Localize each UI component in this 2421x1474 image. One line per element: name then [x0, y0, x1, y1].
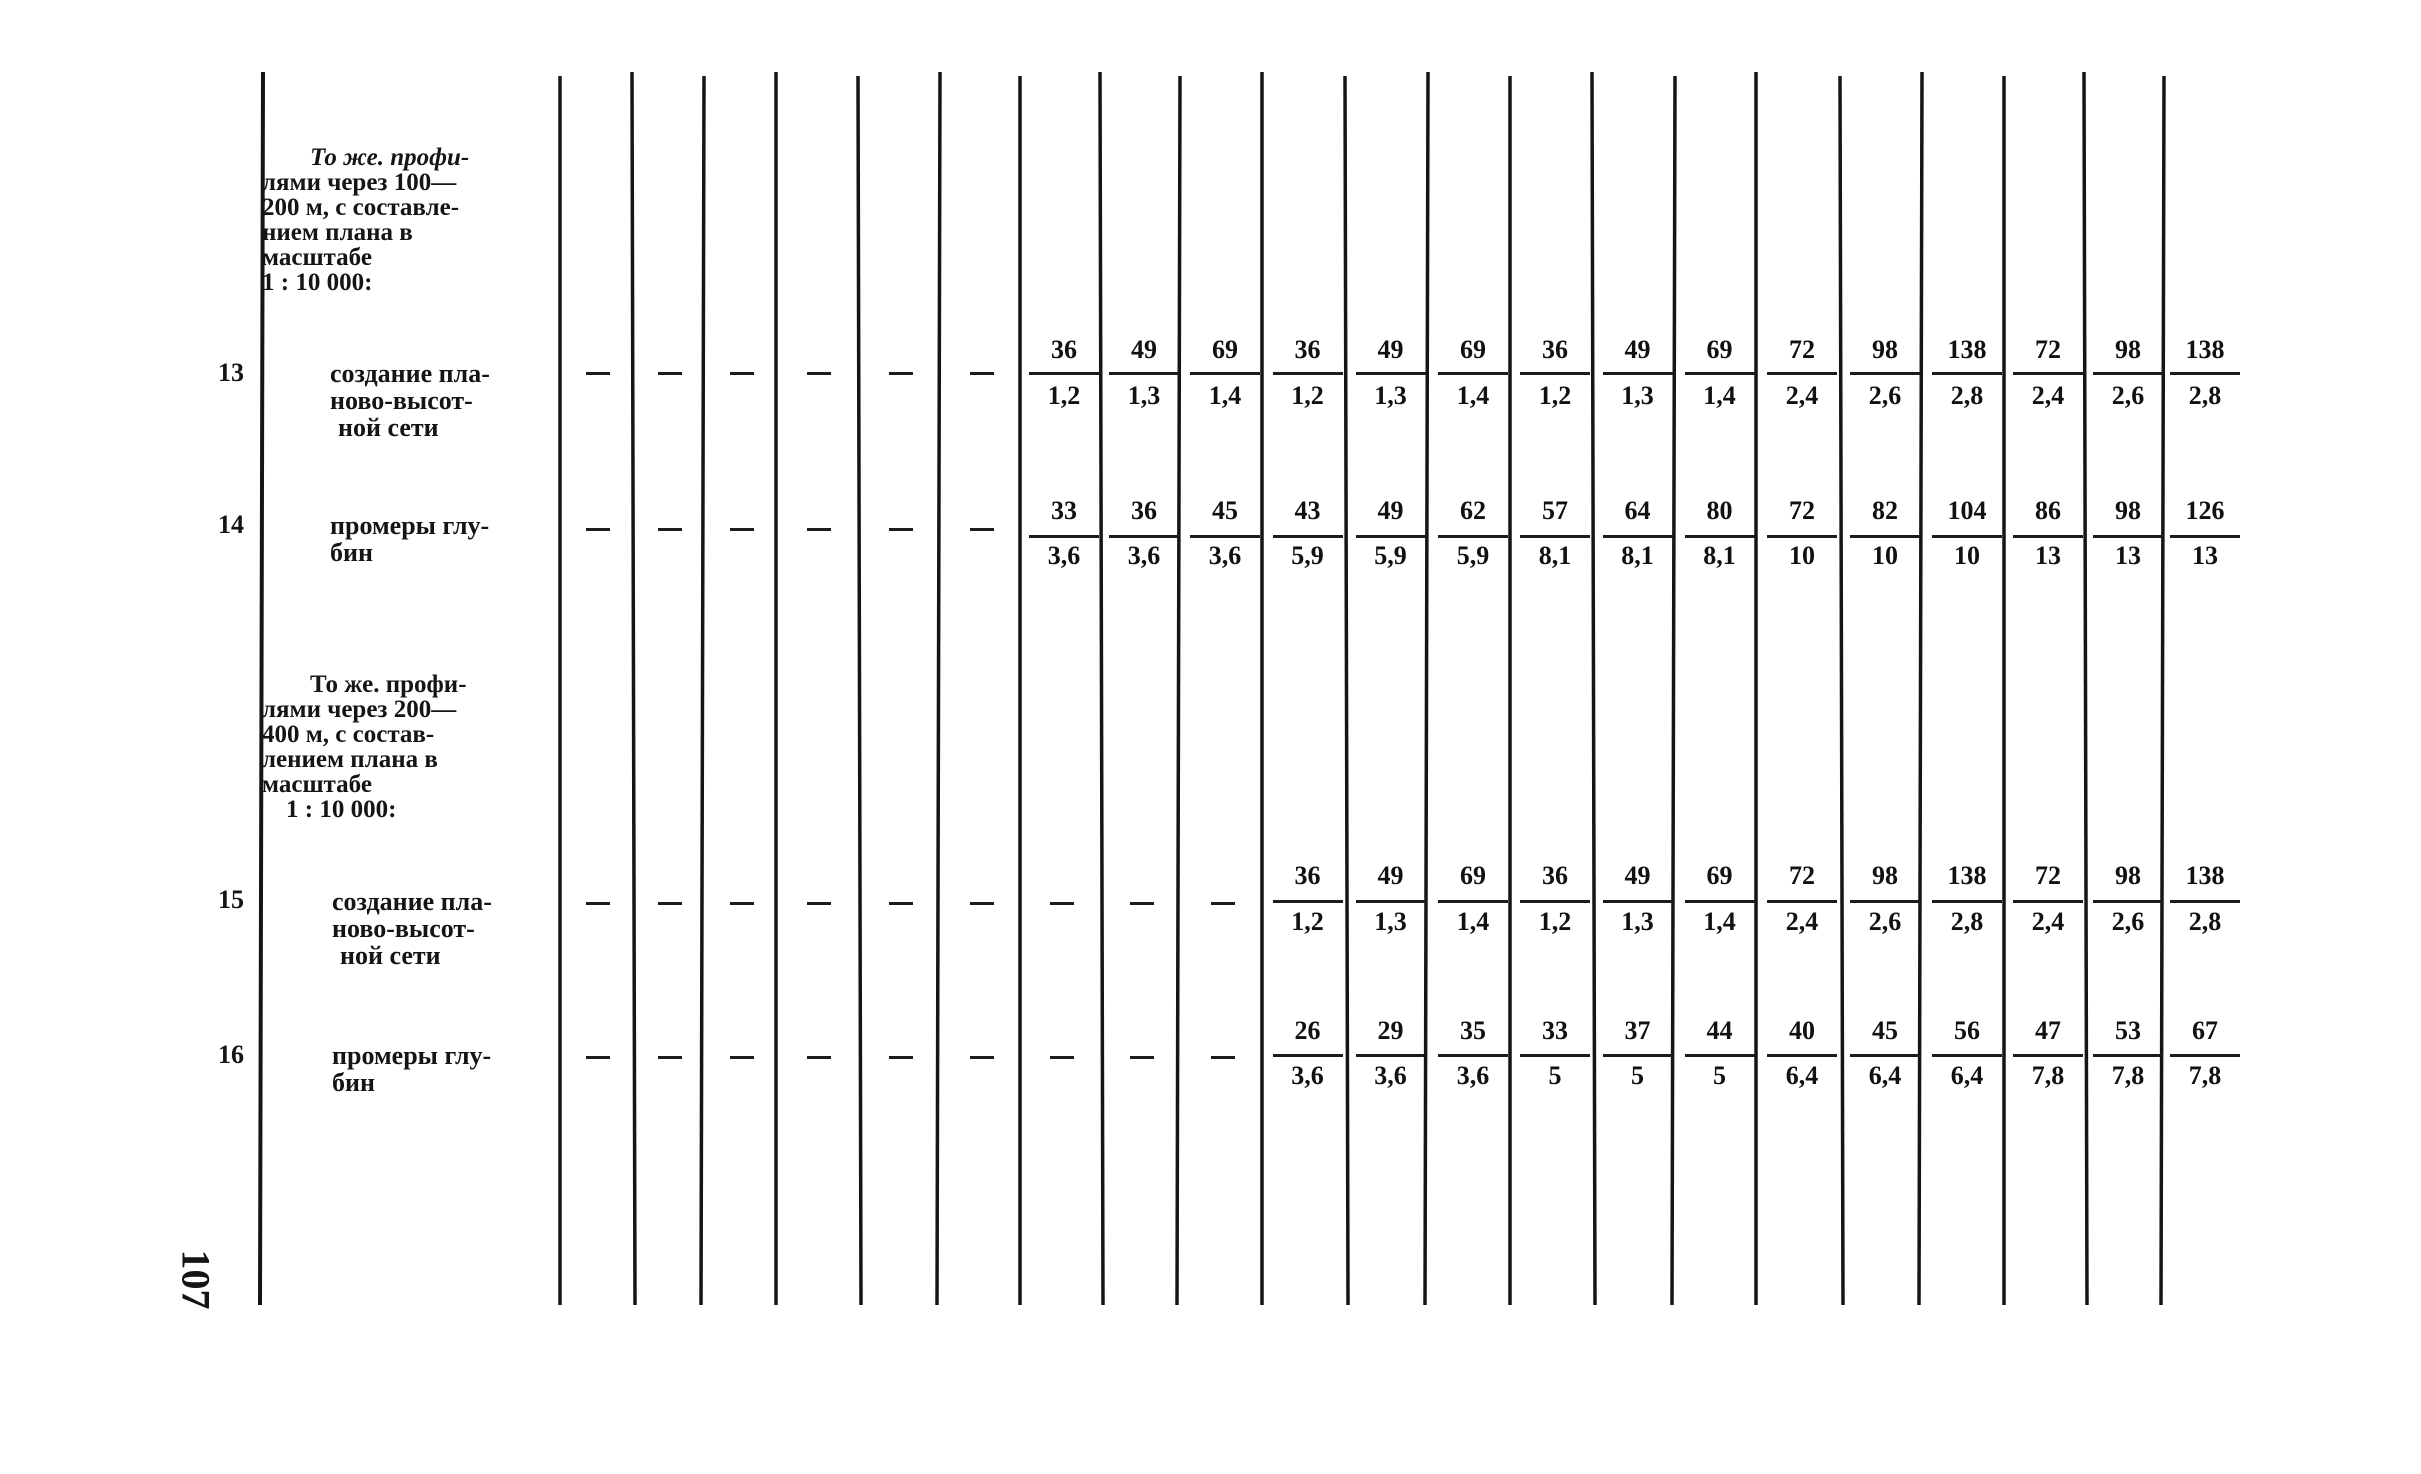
cell-denominator: 2,4 — [1785, 381, 1819, 410]
cell-dash — [807, 528, 831, 531]
cell-dash — [807, 902, 831, 905]
row-number: 15 — [218, 885, 244, 914]
section-title-line: лями через 100— — [262, 169, 457, 196]
cell-numerator: 72 — [2035, 335, 2061, 364]
cell-denominator: 7,8 — [2111, 1061, 2145, 1090]
row-label-line: ной сети — [338, 413, 439, 442]
cell-denominator: 8,1 — [1703, 541, 1736, 570]
fraction-bar — [1109, 535, 1179, 538]
cell-dash — [1130, 1056, 1154, 1059]
fraction-bar — [1438, 372, 1508, 375]
cell-numerator: 29 — [1377, 1016, 1404, 1045]
fraction-bar — [1520, 372, 1590, 375]
cell-denominator: 3,6 — [1291, 1061, 1324, 1090]
fraction-bar — [1932, 900, 2002, 903]
cell-denominator: 5,9 — [1291, 541, 1324, 570]
cell-denominator: 2,8 — [1950, 381, 1984, 410]
row-label-line: создание пла- — [332, 887, 492, 916]
cell-denominator: 5,9 — [1374, 541, 1407, 570]
fraction-bar — [1190, 372, 1260, 375]
fraction-bar — [1932, 372, 2002, 375]
cell-numerator: 72 — [1789, 335, 1815, 364]
cell-dash — [970, 372, 994, 375]
cell-denominator: 1,3 — [1374, 381, 1407, 410]
cell-numerator: 138 — [1947, 861, 1987, 890]
row-label-line: бин — [330, 538, 373, 567]
cell-denominator: 1,3 — [1621, 381, 1654, 410]
row-label — [332, 888, 582, 969]
fraction-bar — [2013, 1054, 2083, 1057]
cell-numerator: 57 — [1542, 496, 1568, 525]
cell-denominator: 1,4 — [1208, 381, 1242, 410]
cell-dash — [970, 1056, 994, 1059]
cell-numerator: 49 — [1131, 335, 1157, 364]
cell-dash — [730, 902, 754, 905]
cell-denominator: 2,8 — [1950, 907, 1984, 936]
cell-numerator: 33 — [1542, 1016, 1568, 1045]
cell-numerator: 53 — [2115, 1016, 2141, 1045]
section-title-line: лением плана в — [262, 746, 438, 773]
cell-denominator: 3,6 — [1374, 1061, 1407, 1090]
cell-numerator: 26 — [1294, 1016, 1321, 1045]
cell-numerator: 49 — [1624, 861, 1651, 890]
cell-denominator: 13 — [2115, 541, 2141, 570]
cell-dash — [1130, 902, 1154, 905]
cell-denominator: 1,2 — [1047, 381, 1081, 410]
cell-denominator: 2,6 — [1868, 381, 1902, 410]
cell-dash — [586, 528, 610, 531]
column-rule — [1100, 72, 1103, 1305]
cell-dash — [807, 372, 831, 375]
fraction-bar — [1767, 1054, 1837, 1057]
cell-numerator: 36 — [1294, 861, 1321, 890]
row-label-line: ново-высот- — [332, 914, 475, 943]
fraction-bar — [1356, 900, 1426, 903]
fraction-bar — [1438, 1054, 1508, 1057]
cell-denominator: 6,4 — [1868, 1061, 1902, 1090]
cell-denominator: 1,2 — [1291, 907, 1324, 936]
section-title-2 — [262, 672, 552, 822]
fraction-bar — [1767, 900, 1837, 903]
cell-numerator: 62 — [1460, 496, 1486, 525]
cell-dash — [730, 372, 754, 375]
cell-denominator: 1,3 — [1127, 381, 1161, 410]
cell-numerator: 36 — [1294, 335, 1321, 364]
fraction-bar — [1932, 1054, 2002, 1057]
cell-dash — [889, 528, 913, 531]
cell-numerator: 33 — [1051, 496, 1077, 525]
cell-numerator: 69 — [1706, 861, 1733, 890]
fraction-bar — [1850, 535, 1920, 538]
cell-denominator: 13 — [2035, 541, 2061, 570]
cell-denominator: 1,4 — [1456, 381, 1490, 410]
cell-numerator: 36 — [1131, 496, 1157, 525]
cell-numerator: 98 — [2115, 496, 2141, 525]
row-number: 13 — [218, 358, 244, 387]
cell-numerator: 104 — [1947, 496, 1987, 525]
fraction-bar — [1520, 1054, 1590, 1057]
section-title-line: 200 м, с составле- — [262, 194, 460, 221]
column-rule — [2084, 72, 2087, 1305]
cell-numerator: 69 — [1460, 861, 1486, 890]
fraction-bar — [2170, 1054, 2240, 1057]
cell-numerator: 98 — [2115, 335, 2141, 364]
cell-denominator: 5 — [1713, 1061, 1726, 1090]
row-label-line: создание пла- — [330, 359, 490, 388]
cell-numerator: 138 — [2185, 861, 2225, 890]
column-rule — [2161, 76, 2164, 1305]
cell-numerator: 69 — [1460, 335, 1486, 364]
cell-denominator: 2,6 — [2111, 381, 2145, 410]
fraction-bar — [1685, 372, 1755, 375]
column-rule — [1592, 72, 1595, 1305]
cell-denominator: 3,6 — [1047, 541, 1081, 570]
cell-dash — [658, 1056, 682, 1059]
fraction-bar — [2093, 1054, 2163, 1057]
cell-numerator: 36 — [1542, 861, 1568, 890]
cell-dash — [586, 372, 610, 375]
fraction-bar — [1520, 535, 1590, 538]
cell-numerator: 98 — [1872, 335, 1898, 364]
column-rule — [1425, 72, 1428, 1305]
column-rule — [632, 72, 635, 1305]
column-rule — [1672, 76, 1675, 1305]
section-title-line: 1 : 10 000: — [262, 269, 373, 296]
cell-numerator: 43 — [1294, 496, 1321, 525]
section-title-line: То же. профи- — [310, 144, 470, 171]
cell-numerator: 138 — [1947, 335, 1987, 364]
cell-denominator: 6,4 — [1950, 1061, 1984, 1090]
cell-denominator: 2,8 — [2188, 907, 2222, 936]
cell-denominator: 7,8 — [2188, 1061, 2222, 1090]
cell-denominator: 1,4 — [1703, 907, 1736, 936]
fraction-bar — [2013, 372, 2083, 375]
cell-denominator: 2,8 — [2188, 381, 2222, 410]
fraction-bar — [1438, 900, 1508, 903]
cell-numerator: 47 — [2035, 1016, 2061, 1045]
cell-numerator: 80 — [1706, 496, 1733, 525]
fraction-bar — [2170, 900, 2240, 903]
cell-denominator: 1,4 — [1456, 907, 1490, 936]
column-rule — [858, 76, 861, 1305]
cell-denominator: 6,4 — [1785, 1061, 1819, 1090]
fraction-bar — [1685, 900, 1755, 903]
fraction-bar — [1109, 372, 1179, 375]
fraction-bar — [2013, 535, 2083, 538]
fraction-bar — [1603, 372, 1673, 375]
cell-numerator: 98 — [2115, 861, 2141, 890]
fraction-bar — [2093, 535, 2163, 538]
fraction-bar — [1685, 1054, 1755, 1057]
row-label — [330, 360, 580, 441]
cell-dash — [586, 902, 610, 905]
fraction-bar — [1603, 1054, 1673, 1057]
fraction-bar — [1767, 372, 1837, 375]
cell-denominator: 3,6 — [1456, 1061, 1490, 1090]
row-label-line: бин — [332, 1068, 375, 1097]
cell-numerator: 69 — [1212, 335, 1238, 364]
cell-dash — [889, 902, 913, 905]
row-label-line: ново-высот- — [330, 386, 473, 415]
fraction-bar — [2170, 535, 2240, 538]
cell-dash — [1050, 902, 1074, 905]
fraction-bar — [1273, 372, 1343, 375]
cell-denominator: 2,6 — [2111, 907, 2145, 936]
cell-dash — [970, 528, 994, 531]
cell-numerator: 49 — [1624, 335, 1651, 364]
cell-numerator: 138 — [2185, 335, 2225, 364]
cell-dash — [889, 372, 913, 375]
cell-denominator: 2,4 — [2031, 907, 2065, 936]
fraction-bar — [1356, 1054, 1426, 1057]
cell-numerator: 69 — [1706, 335, 1733, 364]
column-rule — [937, 72, 940, 1305]
cell-numerator: 126 — [2185, 496, 2225, 525]
cell-denominator: 8,1 — [1621, 541, 1654, 570]
cell-numerator: 35 — [1460, 1016, 1486, 1045]
section-title-line: нием плана в — [262, 219, 413, 246]
fraction-bar — [1520, 900, 1590, 903]
cell-numerator: 37 — [1624, 1016, 1651, 1045]
fraction-bar — [2093, 900, 2163, 903]
row-label — [330, 512, 580, 566]
cell-dash — [970, 902, 994, 905]
row-label — [332, 1042, 582, 1096]
fraction-bar — [1273, 900, 1343, 903]
cell-numerator: 36 — [1542, 335, 1568, 364]
cell-denominator: 5 — [1548, 1061, 1562, 1090]
cell-denominator: 1,2 — [1538, 381, 1572, 410]
fraction-bar — [1029, 372, 1099, 375]
section-title-line: То же. профи- — [310, 671, 467, 698]
row-label-line: промеры глу- — [332, 1041, 492, 1070]
fraction-bar — [1438, 535, 1508, 538]
cell-dash — [658, 528, 682, 531]
cell-denominator: 5 — [1631, 1061, 1644, 1090]
fraction-bar — [2170, 372, 2240, 375]
cell-denominator: 2,4 — [1785, 907, 1819, 936]
cell-dash — [807, 1056, 831, 1059]
cell-numerator: 49 — [1377, 496, 1404, 525]
cell-dash — [658, 902, 682, 905]
cell-denominator: 13 — [2192, 541, 2218, 570]
cell-numerator: 72 — [1789, 496, 1815, 525]
cell-denominator: 3,6 — [1127, 541, 1161, 570]
cell-numerator: 40 — [1789, 1016, 1815, 1045]
cell-numerator: 64 — [1624, 496, 1651, 525]
fraction-bar — [1190, 535, 1260, 538]
section-title-line: масштабе — [262, 244, 372, 271]
cell-numerator: 45 — [1212, 496, 1238, 525]
column-rule — [1345, 76, 1348, 1305]
fraction-bar — [1356, 372, 1426, 375]
section-title-line: 1 : 10 000: — [286, 796, 397, 823]
cell-denominator: 1,4 — [1703, 381, 1736, 410]
section-title-line: 400 м, с состав- — [262, 721, 435, 748]
fraction-bar — [1850, 1054, 1920, 1057]
row-label-line: ной сети — [340, 941, 441, 970]
fraction-bar — [2013, 900, 2083, 903]
cell-denominator: 5,9 — [1456, 541, 1490, 570]
row-number: 14 — [218, 510, 244, 539]
row-number: 16 — [218, 1040, 244, 1069]
cell-numerator: 82 — [1872, 496, 1898, 525]
cell-denominator: 10 — [1789, 541, 1815, 570]
cell-numerator: 49 — [1377, 335, 1404, 364]
cell-numerator: 44 — [1706, 1016, 1733, 1045]
fraction-bar — [1685, 535, 1755, 538]
cell-numerator: 72 — [1789, 861, 1815, 890]
section-title-line: масштабе — [262, 771, 372, 798]
fraction-bar — [1273, 535, 1343, 538]
section-title-line: лями через 200— — [262, 696, 457, 723]
fraction-bar — [1603, 535, 1673, 538]
cell-dash — [730, 1056, 754, 1059]
cell-dash — [889, 1056, 913, 1059]
cell-denominator: 2,4 — [2031, 381, 2065, 410]
fraction-bar — [1850, 900, 1920, 903]
cell-numerator: 36 — [1051, 335, 1077, 364]
cell-dash — [1050, 1056, 1074, 1059]
fraction-bar — [1029, 535, 1099, 538]
cell-numerator: 98 — [1872, 861, 1898, 890]
fraction-bar — [2093, 372, 2163, 375]
cell-denominator: 1,2 — [1538, 907, 1572, 936]
cell-dash — [658, 372, 682, 375]
cell-denominator: 1,3 — [1621, 907, 1654, 936]
fraction-bar — [1850, 372, 1920, 375]
cell-numerator: 56 — [1954, 1016, 1980, 1045]
cell-numerator: 86 — [2035, 496, 2061, 525]
column-rule — [1840, 76, 1843, 1305]
fraction-bar — [1603, 900, 1673, 903]
cell-numerator: 45 — [1872, 1016, 1898, 1045]
cell-numerator: 49 — [1377, 861, 1404, 890]
fraction-bar — [1932, 535, 2002, 538]
cell-denominator: 7,8 — [2031, 1061, 2065, 1090]
cell-denominator: 10 — [1954, 541, 1980, 570]
cell-denominator: 2,6 — [1868, 907, 1902, 936]
column-rule — [1177, 76, 1180, 1305]
column-rule — [701, 76, 704, 1305]
page-number: 107 — [173, 1249, 219, 1310]
cell-dash — [586, 1056, 610, 1059]
cell-numerator: 72 — [2035, 861, 2061, 890]
cell-numerator: 67 — [2192, 1016, 2218, 1045]
cell-denominator: 3,6 — [1208, 541, 1242, 570]
cell-dash — [730, 528, 754, 531]
cell-denominator: 8,1 — [1538, 541, 1572, 570]
fraction-bar — [1273, 1054, 1343, 1057]
cell-denominator: 1,3 — [1374, 907, 1407, 936]
fraction-bar — [1767, 535, 1837, 538]
cell-denominator: 1,2 — [1291, 381, 1324, 410]
row-label-line: промеры глу- — [330, 511, 490, 540]
cell-dash — [1211, 902, 1235, 905]
fraction-bar — [1356, 535, 1426, 538]
cell-dash — [1211, 1056, 1235, 1059]
cell-denominator: 10 — [1872, 541, 1898, 570]
column-rule — [1919, 72, 1922, 1305]
section-title-1 — [262, 145, 552, 295]
